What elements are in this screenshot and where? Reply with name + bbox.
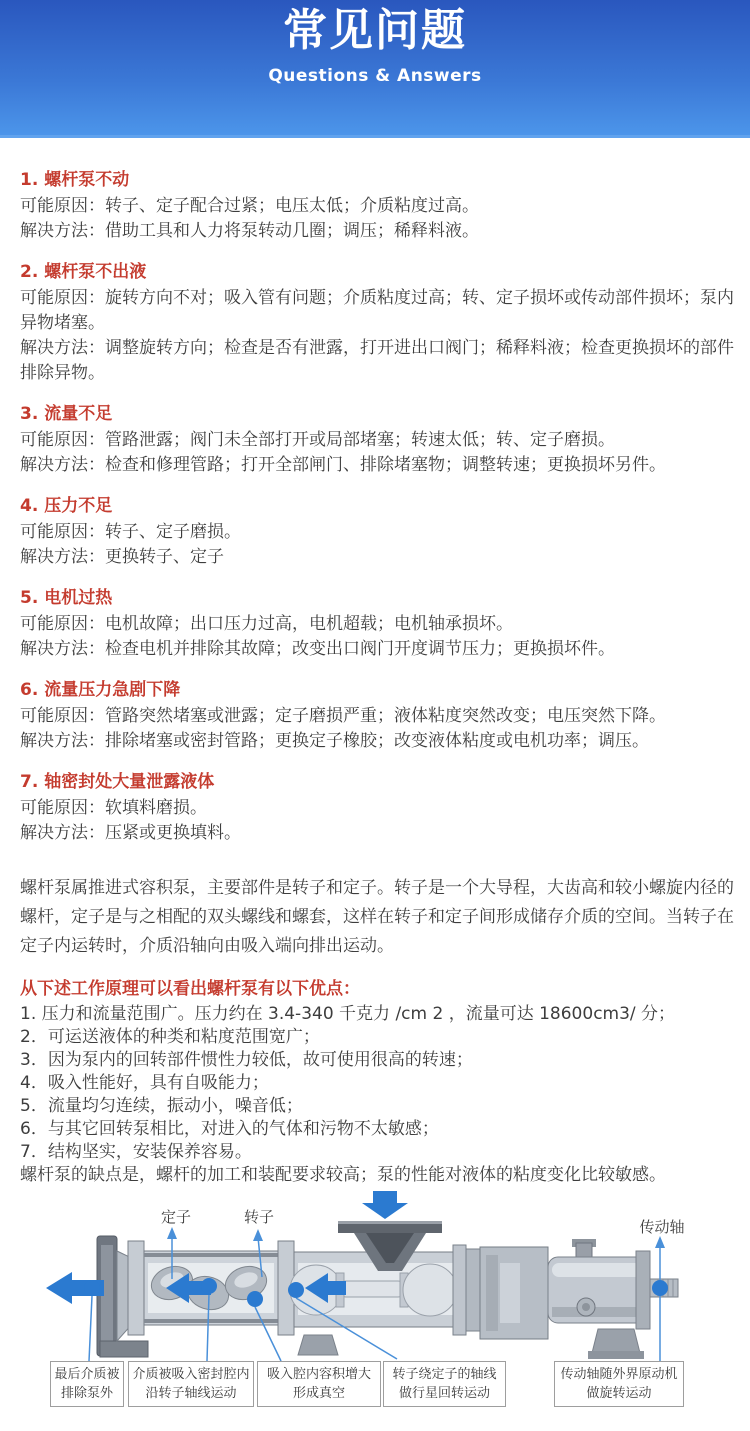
page-subtitle: Questions & Answers — [268, 66, 482, 86]
faq-heading: 4. 压力不足 — [20, 496, 113, 516]
faq-heading: 2. 螺杆泵不出液 — [20, 262, 147, 282]
faq-heading: 1. 螺杆泵不动 — [20, 170, 130, 190]
advantage-item: 6．与其它回转泵相比，对进入的气体和污物不太敏感； — [20, 1119, 439, 1139]
faq-section — [20, 772, 742, 846]
page-header — [0, 0, 750, 138]
pump-description: 螺杆泵属推进式容积泵，主要部件是转子和定子。转子是一个大导程，大齿高和较小螺旋内径的螺杆，定子是与之相配的双头螺线和螺套，这样在转子和定子间形成储存介质的空间。当转子在定子内运转时，介质沿轴向由吸入端向排出运动。 — [20, 878, 734, 956]
faq-solution: 解决方法：排除堵塞或密封管路；更换定子橡胶；改变液体粘度或电机功率；调压。 — [20, 731, 649, 751]
advantage-item: 4．吸入性能好，具有自吸能力； — [20, 1073, 269, 1093]
part-label-drive-shaft: 传动轴 — [639, 1218, 685, 1236]
faq-section — [20, 680, 742, 754]
part-label-stator: 定子 — [160, 1208, 191, 1226]
faq-solution: 解决方法：压紧或更换填料。 — [20, 823, 241, 843]
faq-cause: 可能原因：旋转方向不对；吸入管有问题；介质粘度过高；转、定子损坏或传动部件损坏；泵内异物堵塞。 — [20, 288, 734, 333]
callout-planetary-rotation: 转子绕定子的轴线 做行星回转运动 — [383, 1361, 506, 1407]
faq-heading: 3. 流量不足 — [20, 404, 113, 424]
callout-discharge: 最后介质被 排除泵外 — [50, 1361, 124, 1407]
joint-ball-right — [403, 1264, 457, 1316]
faq-section — [20, 588, 742, 662]
advantage-item: 3．因为泵内的回转部件惯性力较低，故可使用很高的转速； — [20, 1050, 473, 1070]
faq-heading: 6. 流量压力急剧下降 — [20, 680, 181, 700]
faq-cause: 可能原因：转子、定子磨损。 — [20, 522, 241, 542]
faq-content — [0, 138, 750, 1187]
faq-section — [20, 404, 742, 478]
stator-flange-left — [128, 1241, 144, 1335]
page-title: 常见问题 — [283, 5, 467, 56]
faq-solution: 解决方法：更换转子、定子 — [20, 547, 224, 567]
left-foot — [100, 1341, 148, 1357]
mid-foot — [298, 1335, 338, 1355]
faq-section — [20, 262, 742, 386]
faq-heading: 5. 电机过热 — [20, 588, 113, 608]
advantage-item: 1. 压力和流量范围广。压力约在 3.4-340 千克力 /cm 2 ，流量可达 18600cm3/ 分； — [20, 1004, 676, 1024]
callout-suction-seal-cavity: 介质被吸入密封腔内 沿转子轴线运动 — [128, 1361, 254, 1407]
flow-arrow-down-icon — [362, 1191, 408, 1219]
faq-section — [20, 496, 742, 570]
faq-heading: 7. 轴密封处大量泄露液体 — [20, 772, 215, 792]
advantage-item: 2．可运送液体的种类和粘度范围宽广； — [20, 1027, 320, 1047]
advantage-item: 7．结构坚实，安装保养容易。 — [20, 1142, 252, 1162]
faq-cause: 可能原因：管路突然堵塞或泄露；定子磨损严重；液体粘度突然改变；电压突然下降。 — [20, 706, 666, 726]
faq-cause: 可能原因：电机故障；出口压力过高，电机超载；电机轴承损坏。 — [20, 614, 513, 634]
leader-arrow-up-icon — [167, 1227, 177, 1239]
faq-cause: 可能原因：转子、定子配合过紧；电压太低；介质粘度过高。 — [20, 196, 479, 216]
faq-solution: 解决方法：检查电机并排除其故障；改变出口阀门开度调节压力；更换损坏件。 — [20, 639, 615, 659]
right-foot — [592, 1329, 640, 1353]
pump-diagram — [0, 1189, 750, 1431]
leader-arrow-up-icon — [655, 1236, 665, 1248]
advantage-item: 5．流量均匀连续，振动小，噪音低； — [20, 1096, 303, 1116]
disadvantage-note: 螺杆泵的缺点是，螺杆的加工和装配要求较高；泵的性能对液体的粘度变化比较敏感。 — [20, 1165, 666, 1185]
faq-cause: 可能原因：管路泄露；阀门未全部打开或局部堵塞；转速太低；转、定子磨损。 — [20, 430, 615, 450]
callout-vacuum: 吸入腔内容积增大 形成真空 — [257, 1361, 381, 1407]
faq-cause: 可能原因：软填料磨损。 — [20, 798, 207, 818]
faq-solution: 解决方法：检查和修理管路；打开全部闸门、排除堵塞物；调整转速；更换损坏另件。 — [20, 455, 666, 475]
part-label-rotor: 转子 — [243, 1208, 274, 1226]
faq-solution: 解决方法：调整旋转方向；检查是否有泄露，打开进出口阀门；稀释料液；检查更换损坏的部件排除异物。 — [20, 338, 734, 383]
faq-solution: 解决方法：借助工具和人力将泵转动几圈；调压；稀释料液。 — [20, 221, 479, 241]
faq-section — [20, 170, 742, 244]
callout-drive-shaft-rotation: 传动轴随外界原动机 做旋转运动 — [554, 1361, 684, 1407]
advantages-section — [20, 979, 742, 1187]
connecting-rod — [340, 1281, 404, 1297]
advantages-heading: 从下述工作原理可以看出螺杆泵有以下优点： — [20, 979, 360, 999]
leader-arrow-up-icon — [253, 1229, 263, 1241]
